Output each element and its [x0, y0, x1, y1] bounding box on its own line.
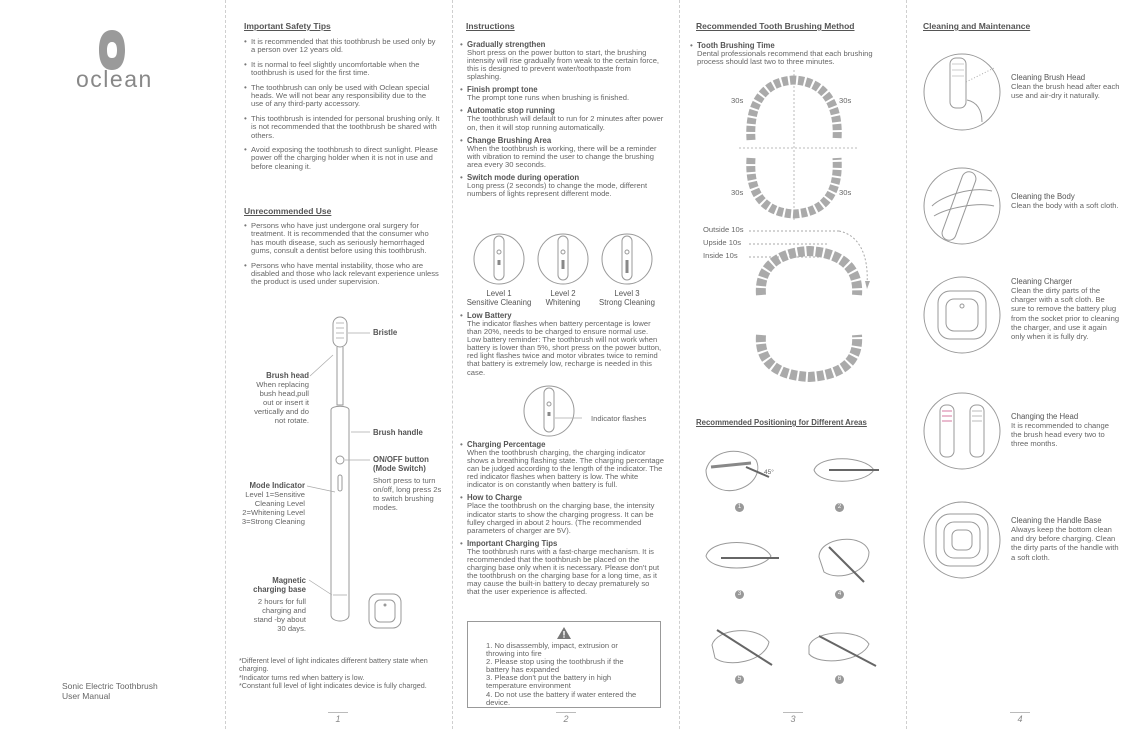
cover-panel	[0, 0, 225, 729]
charging-base-label: Magnetic charging base 2 hours for full charging and stand -by about 30 days.	[253, 576, 306, 633]
note: *Different level of light indicates different battery state when charging.	[239, 656, 428, 674]
list-item: • Charging Percentage When the toothbrush charging, the charging indicator shows a breathing flashing state. The charging percentage can be judged according to the length of the indicator. The red indicator flashes when battery is low. The white indicator is on constantly when battery is full.	[460, 440, 664, 489]
step-number: 1	[735, 503, 744, 512]
list-item: • Persons who have just undergone oral surgery for treatment. It is recommended that the consumer who has mouth disease, such as seriously hemorrhaged gums, consult a dentist before using this toothbrush.	[244, 222, 440, 256]
brand-logo-text: oclean	[76, 66, 153, 92]
page-1-notes	[239, 657, 444, 691]
step-number: 6	[835, 675, 844, 684]
level-3-icon	[600, 232, 654, 286]
list-item: 1. No disassembly, impact, extrusion or throwing into fire	[486, 641, 618, 659]
quadrant-label: 30s	[839, 96, 852, 105]
note: *Indicator turns red when battery is low.	[239, 672, 365, 682]
change-head-icon	[922, 391, 1002, 471]
list-item: • Persons who have mental instability, those who are disabled and those who lack relevant experience unless the product is used under supervision.	[244, 262, 440, 287]
step-number: 5	[735, 675, 744, 684]
list-item: • Switch mode during operation Long press (2 seconds) to change the mode, different numbers of lights represent different mode.	[460, 173, 664, 198]
list-item: • It is recommended that this toothbrush be used only by a person over 12 years old.	[244, 38, 440, 55]
page-1	[225, 0, 452, 729]
mouth-position-4-icon	[809, 527, 879, 587]
brushing-sequence-icon	[749, 225, 879, 385]
cleaning-item: Changing the Head It is recommended to change the brush head every two to three months.	[1011, 412, 1109, 449]
list-item: • Important Charging Tips The toothbrush runs with a fast-charge mechanism. It is recommended that the toothbrush be placed on the charging base only when it is necessary. Please don't put the toothbrush on the charging base for a long time, as it may cause the built-in battery to decay prematurely so that the user experience is affected.	[460, 539, 664, 597]
instructions-title: Instructions	[466, 21, 515, 31]
positioning-title: Recommended Positioning for Different Areas	[696, 418, 867, 427]
level-3-label: Level 3 Strong Cleaning	[599, 289, 655, 307]
handle-base-cleaning-icon	[922, 500, 1002, 580]
mouth-position-5-icon	[707, 620, 777, 670]
step-number: 4	[835, 590, 844, 599]
brush-handle-label: Brush handle	[373, 428, 423, 437]
list-item: • It is normal to feel slightly uncomfortable when the toothbrush is used for the first time.	[244, 61, 440, 78]
brush-head-label: Brush head When replacing bush head,pull out or insert it vertically and do not rotate.	[254, 371, 309, 425]
quadrant-label: 30s	[731, 188, 744, 197]
angle-label: 45°	[764, 469, 774, 476]
list-item: • How to Charge Place the toothbrush on the charging base, the intensity indicator starts to show the charging progress. It can be fulley charged in about 2 hours. (The recommended parameters of charger are 5V).	[460, 493, 664, 534]
cover-footer-subtitle: User Manual	[62, 691, 111, 701]
charging-list	[460, 440, 664, 602]
brush-head-cleaning-icon	[922, 52, 1002, 132]
mouth-position-3-icon	[701, 532, 781, 580]
level-2-label: Level 2 Whitening	[545, 289, 581, 307]
inside-label: Inside 10s	[703, 251, 738, 260]
cleaning-item: Cleaning the Handle Base Always keep the bottom clean and dry before charging. Clean the dirty parts of the handle with a soft cloth.	[1011, 516, 1119, 562]
indicator-flashes-label: Indicator flashes	[591, 414, 647, 423]
note: *Constant full level of light indicates device is fully charged.	[239, 681, 427, 691]
level-1-icon	[472, 232, 526, 286]
step-number: 2	[835, 503, 844, 512]
page-2	[452, 0, 679, 729]
quadrant-label: 30s	[839, 188, 852, 197]
warning-box	[467, 621, 661, 708]
step-number: 3	[735, 590, 744, 599]
list-item: 2. Please stop using the toothbrush if the battery has expanded	[486, 657, 624, 675]
low-battery-item: • Low Battery The indicator flashes when battery percentage is lower than 20%, needs to be charged to ensure normal use. Low battery reminder: The toothbrush will not work when battery is lower than 5%, short press on the power button, red light flashes twice and motor vibrates twice to remind that battery is extremely low, recharge is needed in this case.	[460, 311, 664, 377]
cleaning-item: Cleaning Brush Head Clean the brush head after each use and air-dry it naturally.	[1011, 73, 1120, 101]
page-number: 1	[328, 712, 348, 724]
cleaning-item: Cleaning the Body Clean the body with a soft cloth.	[1011, 192, 1119, 210]
body-cleaning-icon	[922, 166, 1002, 246]
mode-indicator-label: Mode Indicator Level 1=Sensitive Cleaning Level 2=Whitening Level 3=Strong Cleaning	[241, 481, 305, 526]
level-1-label: Level 1 Sensitive Cleaning	[466, 289, 532, 307]
warning-list	[486, 642, 646, 707]
teeth-quadrant-icon	[739, 70, 859, 220]
list-item: • Finish prompt tone The prompt tone runs when brushing is finished.	[460, 85, 664, 102]
mouth-position-6-icon	[804, 624, 879, 669]
cleaning-item: Cleaning Charger Clean the dirty parts of the charger with a soft cloth. Be sure to remove the battery plug from the socket prior to cleaning the charger, and use it again only when it is fully dry.	[1011, 277, 1120, 342]
warning-icon	[557, 627, 571, 639]
page-3	[679, 0, 906, 729]
page-number: 2	[556, 712, 576, 724]
safety-title: Important Safety Tips	[244, 21, 331, 31]
indicator-flashes-icon	[522, 384, 576, 438]
list-item: • The toothbrush can only be used with Oclean special heads. We will not bear any responsibility due to the use of any third-party accessory.	[244, 84, 440, 109]
list-item: 3. Please don't put the battery in high temperature environment	[486, 673, 612, 691]
list-item: • This toothbrush is intended for personal brushing only. It is not recommended that the toothbrush be shared with others.	[244, 115, 440, 140]
brushing-time-item: • Tooth Brushing Time Dental professionals recommend that each brushing process should last two to three minutes.	[690, 41, 895, 66]
list-item: • Automatic stop running The toothbrush will default to run for 2 minutes after power on, then it will stop running automatically.	[460, 106, 664, 131]
mouth-position-1-icon	[701, 445, 771, 495]
mouth-position-2-icon	[809, 450, 879, 490]
outside-label: Outside 10s	[703, 225, 744, 234]
page-number: 3	[783, 712, 803, 724]
list-item: • Gradually strengthen Short press on the power button to start, the brushing intensity will rise gradually from weak to the certain force, this is designed to prevent water/toothpaste from splashing.	[460, 40, 664, 81]
list-item: 4. Do not use the battery if water entered the device.	[486, 689, 637, 707]
list-item: • Avoid exposing the toothbrush to direct sunlight. Please power off the charging holder when it is not in use and before cleaning it.	[244, 146, 440, 171]
page-4	[906, 0, 1140, 729]
level-2-icon	[536, 232, 590, 286]
method-title: Recommended Tooth Brushing Method	[696, 21, 855, 31]
unrecommended-title: Unrecommended Use	[244, 206, 332, 216]
instructions-list	[460, 40, 664, 204]
cleaning-title: Cleaning and Maintenance	[923, 21, 1031, 31]
cover-footer-title: Sonic Electric Toothbrush	[62, 681, 158, 691]
upside-label: Upside 10s	[703, 238, 741, 247]
page-number: 4	[1010, 712, 1030, 724]
onoff-button-label: ON/OFF button (Mode Switch) Short press to turn on/off, long press 2s to switch brushing modes.	[373, 455, 442, 512]
list-item: • Change Brushing Area When the toothbrush is working, there will be a reminder with vibration to remind the user to change the brushing area every 30 seconds.	[460, 136, 664, 169]
charger-cleaning-icon	[922, 275, 1002, 355]
bristle-label: Bristle	[373, 328, 398, 337]
quadrant-label: 30s	[731, 96, 744, 105]
